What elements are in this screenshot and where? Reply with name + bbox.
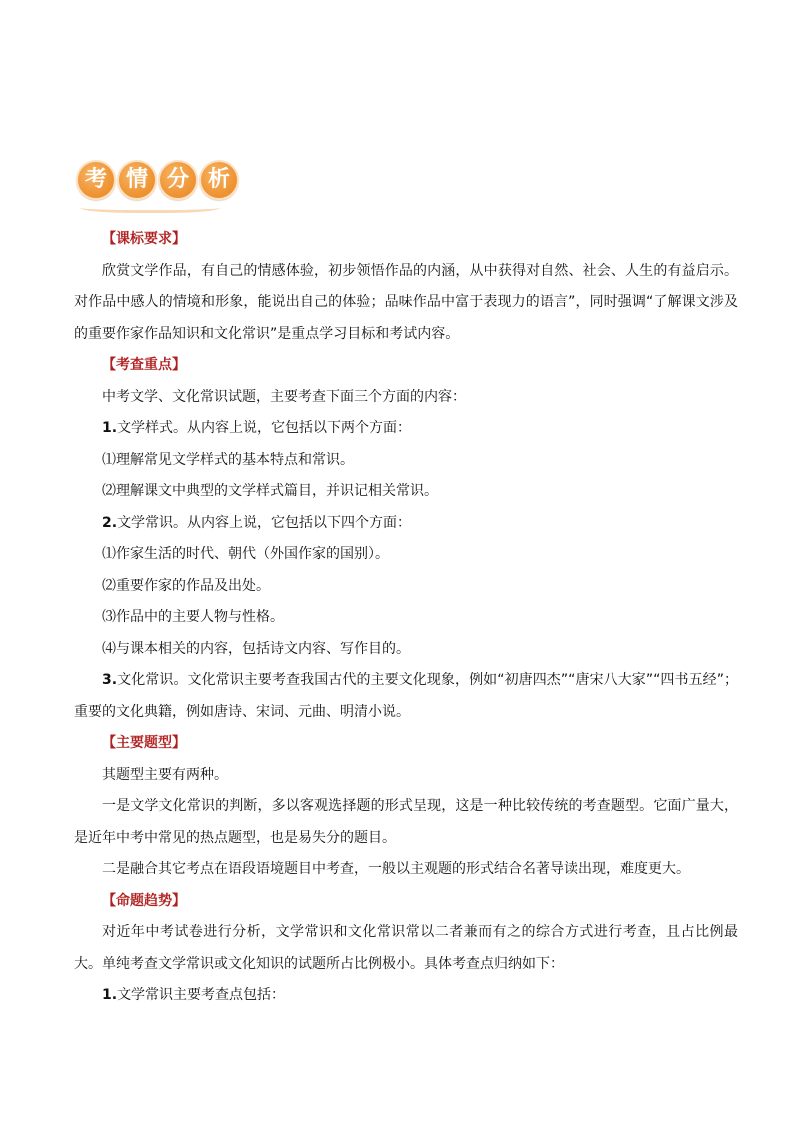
- list-item: [74, 508, 738, 540]
- section-banner: [76, 160, 230, 216]
- document-body: [74, 224, 738, 1012]
- banner-char: 析: [199, 160, 239, 200]
- paragraph: 中考文学、文化常识试题，主要考查下面三个方面的内容：: [102, 388, 466, 405]
- paragraph: 二是融合其它考点在语段语境题目中考查，一般以主观题的形式结合名著导读出现，难度更大。: [102, 861, 690, 877]
- paragraph: 欣赏文学作品，有自己的情感体验，初步领悟作品的内涵，从中获得对自然、社会、人生的有益启示。对作品中感人的情境和形象，能说出自己的体验；品味作品中富于表现力的语言”，同时强调“了解课文涉及的重要作家作品知识和文化常识”是重点学习目标和考试内容。: [74, 262, 738, 342]
- item-text: 文学常识。从内容上说，它包括以下四个方面：: [117, 514, 412, 531]
- sub-item: ⑷与课本相关的内容，包括诗文内容、写作目的。: [102, 640, 410, 657]
- sub-item: ⑵重要作家的作品及出处。: [102, 577, 270, 594]
- paragraph: 其题型主要有两种。: [102, 766, 228, 783]
- list-item: [74, 980, 738, 1012]
- paragraph: 对近年中考试卷进行分析，文学常识和文化常识常以二者兼而有之的综合方式进行考查，且占比例最大。单纯考查文学常识或文化知识的试题所占比例极小。具体考查点归纳如下：: [74, 924, 738, 972]
- sub-item: ⑴理解常见文学样式的基本特点和常识。: [102, 451, 354, 468]
- section-heading-curriculum: 【课标要求】: [102, 231, 186, 247]
- paragraph: 一是文学文化常识的判断，多以客观选择题的形式呈现，这是一种比较传统的考查题型。它面广量大，是近年中考中常见的热点题型，也是易失分的题目。: [74, 798, 738, 846]
- item-text: 文化常识。文化常识主要考查我国古代的主要文化现象，例如“初唐四杰”“唐宋八大家”“四书五经”；重要的文化典籍，例如唐诗、宋词、元曲、明清小说。: [74, 672, 738, 720]
- sub-item: ⑶作品中的主要人物与性格。: [102, 609, 284, 625]
- sub-item: ⑴作家生活的时代、朝代（外国作家的国别）。: [102, 546, 389, 562]
- banner-title: [76, 160, 239, 200]
- section-heading-trend: 【命题趋势】: [102, 892, 186, 909]
- banner-underline: [80, 200, 220, 213]
- item-number: 1.: [102, 987, 118, 1003]
- section-heading-types: 【主要题型】: [102, 735, 186, 751]
- section-heading-focus: 【考查重点】: [102, 357, 186, 373]
- banner-char: 考: [76, 160, 116, 200]
- sub-item: ⑵理解课文中典型的文学样式篇目，并识记相关常识。: [102, 483, 438, 499]
- banner-char: 分: [158, 160, 198, 200]
- list-item: [74, 413, 738, 445]
- item-number: 1.: [102, 420, 118, 436]
- item-text: 文学常识主要考查点包括：: [117, 987, 286, 1003]
- item-number: 2.: [102, 514, 118, 531]
- list-item: [74, 665, 738, 728]
- item-number: 3.: [102, 672, 118, 688]
- item-text: 文学样式。从内容上说，它包括以下两个方面：: [117, 420, 412, 436]
- banner-char: 情: [117, 160, 157, 200]
